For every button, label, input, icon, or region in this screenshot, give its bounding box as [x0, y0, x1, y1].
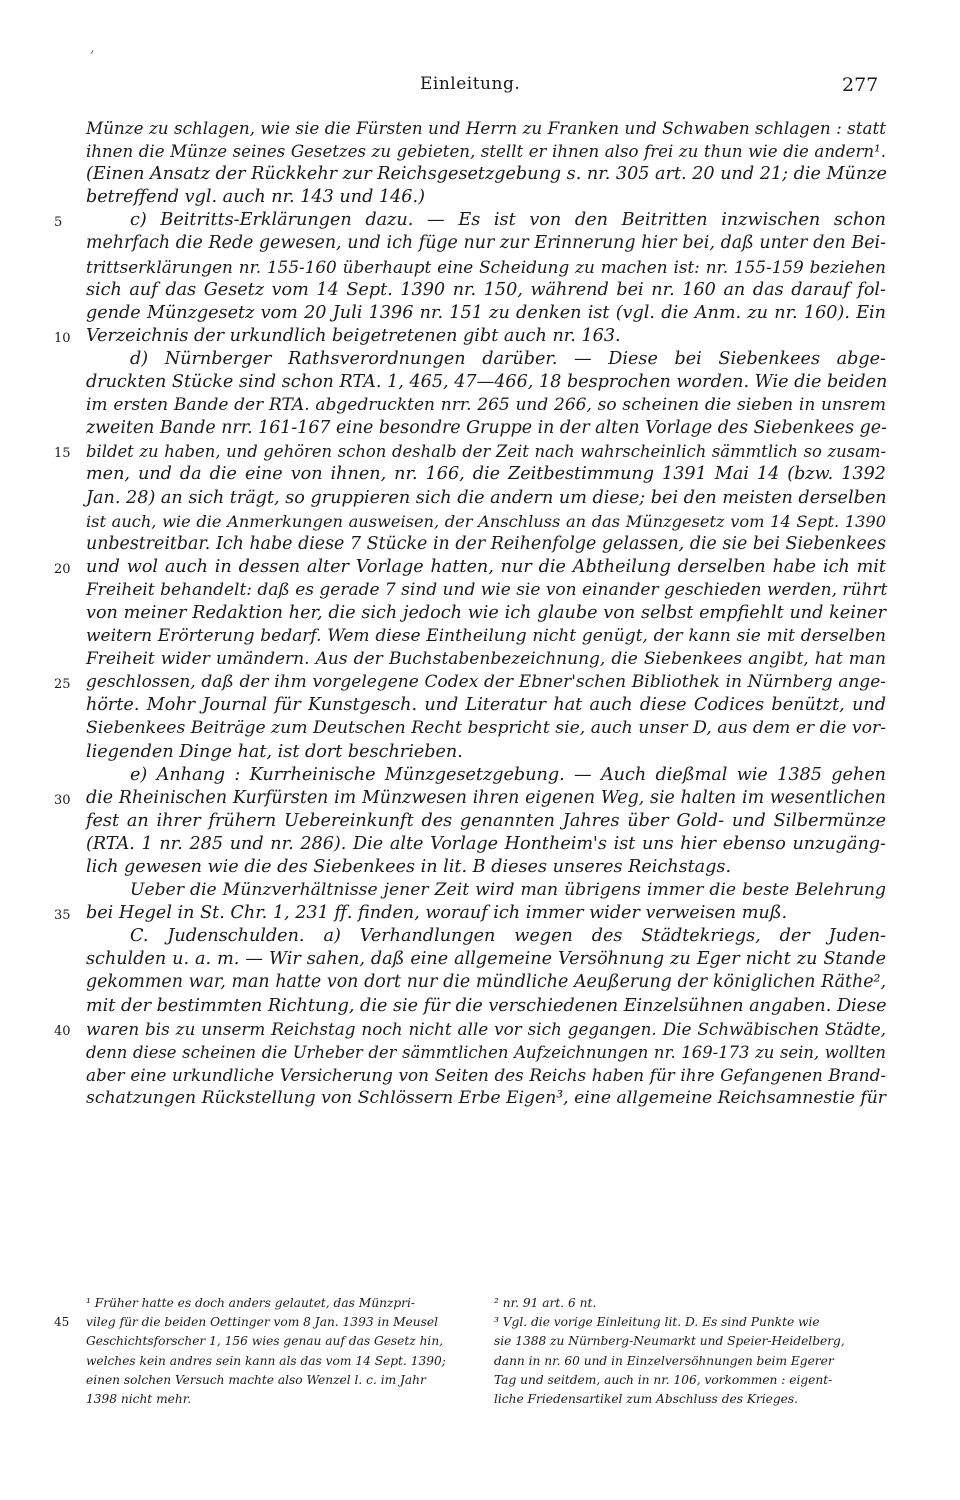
line-text: gende Münzgesetz vom 20 Juli 1396 nr. 151 zu denken ist (vgl. die Anm. zu nr. 160). Ein — [86, 302, 886, 323]
line-text: weitern Erörterung bedarf. Wem diese Eintheilung nicht genügt, der kann sie mit derselben — [86, 626, 886, 647]
line-text: men, und da die eine von ihnen, nr. 166, die Zeitbestimmung 1391 Mai 14 (bzw. 1392 — [86, 464, 886, 485]
text-line — [86, 163, 886, 186]
footnote-line — [86, 1294, 484, 1313]
line-text: lich gewesen wie die des Siebenkees in lit. B dieses unseres Reichstags. — [86, 857, 732, 877]
line-text: fest an ihrer frühern Uebereinkunft des genannten Jahres über Gold- und Silbermünze — [86, 810, 886, 831]
text-line — [86, 256, 886, 279]
text-line — [54, 1018, 886, 1041]
line-text: aber eine urkundliche Versicherung von Seiten des Reichs haben für ihre Gefangenen Brand- — [86, 1064, 886, 1085]
line-text: Freiheit wider umändern. Aus der Buchstabenbezeichnung, die Siebenkees angibt, hat man — [86, 649, 886, 670]
line-text: Ueber die Münzverhältnisse jener Zeit wird man übrigens immer die beste Belehrung — [130, 880, 886, 901]
line-text: denn diese scheinen die Urheber der sämmtlichen Aufzeichnungen nr. 169-173 zu sein, wollten — [86, 1042, 886, 1062]
page-number: 277 — [842, 74, 879, 96]
footnotes-right-column — [494, 1294, 886, 1409]
text-line — [86, 995, 886, 1018]
line-text: c) Beitritts-Erklärungen dazu. — Es ist von den Beitritten inzwischen schon — [130, 210, 886, 231]
line-text: druckten Stücke sind schon RTA. 1, 465, 47—466, 18 besprochen worden. Wie die beiden — [86, 372, 888, 393]
footnote-line — [86, 1390, 484, 1409]
text-line — [86, 602, 886, 625]
footnote-text: ³ Vgl. die vorige Einleitung lit. D. Es sind Punkte wie — [494, 1315, 820, 1330]
text-line — [86, 833, 886, 856]
text-line — [54, 671, 886, 694]
footnote-text: 1398 nicht mehr. — [86, 1391, 192, 1406]
running-head: Einleitung. — [420, 74, 521, 94]
line-number: 10 — [54, 330, 71, 346]
line-number: 20 — [54, 561, 71, 577]
text-line — [54, 209, 886, 232]
text-line — [86, 925, 886, 948]
footnote-line — [86, 1371, 484, 1390]
line-text: (Einen Ansatz der Rückkehr zur Reichsgesetzgebung s. nr. 305 art. 20 und 21; die Münze — [86, 164, 887, 185]
text-line — [86, 648, 886, 671]
footnote-text: welches kein andres sein kann als das vom 14 Sept. 1390; — [86, 1353, 446, 1368]
line-text: ihnen die Münze seines Gesetzes zu gebieten, stellt er ihnen also frei zu thun wie die andern¹. — [86, 142, 886, 162]
line-text: Verzeichnis der urkundlich beigetretenen gibt auch nr. 163. — [86, 325, 621, 346]
footnote-text: ² nr. 91 art. 6 nt. — [494, 1296, 597, 1310]
line-text: bei Hegel in St. Chr. 1, 231 ff. finden, worauf ich immer wider verweisen muß. — [86, 903, 788, 924]
text-line — [86, 971, 886, 994]
margin-mark: , — [90, 40, 95, 56]
line-text: d) Nürnberger Rathsverordnungen darüber. — Diese bei Siebenkees abge- — [130, 348, 886, 369]
footnote-line — [494, 1294, 886, 1313]
text-line — [86, 856, 886, 879]
footnote-text: sie 1388 zu Nürnberg-Neumarkt und Speier-Heidelberg, — [494, 1334, 845, 1349]
line-text: Jan. 28) an sich trägt, so gruppieren sich die andern um diese; bei den meisten derselben — [86, 487, 887, 508]
text-line — [86, 764, 886, 787]
text-line — [86, 694, 886, 717]
text-line — [54, 440, 886, 463]
line-text: schatzungen Rückstellung von Schlössern Erbe Eigen³, eine allgemeine Reichsamnestie für — [86, 1087, 886, 1108]
line-number: 45 — [54, 1315, 70, 1330]
line-text: C. Judenschulden. a) Verhandlungen wegen des Städtekriegs, der Juden- — [130, 926, 886, 947]
line-number: 30 — [54, 792, 71, 808]
line-text: und wol auch in dessen alter Vorlage hatten, nur die Abtheilung derselben habe ich mit — [86, 556, 886, 577]
line-text: geschlossen, daß der ihm vorgelegene Codex der Ebner'schen Bibliothek in Nürnberg ange- — [86, 672, 886, 693]
text-line — [86, 140, 886, 163]
text-line — [86, 302, 886, 325]
text-line — [54, 325, 886, 348]
text-line — [86, 625, 886, 648]
line-text: (RTA. 1 nr. 285 und nr. 286). Die alte Vorlage Hontheim's ist uns hier ebenso unzugäng- — [86, 833, 886, 854]
line-text: im ersten Bande der RTA. abgedruckten nrr. 265 und 266, so scheinen die sieben in unsrem — [86, 395, 886, 416]
text-line — [86, 1041, 886, 1064]
text-line — [86, 1064, 886, 1087]
footnote-text: Tag und seitdem, auch in nr. 106, vorkommen : eigent- — [494, 1372, 833, 1387]
line-text: zweiten Bande nrr. 161-167 eine besondre Gruppe in der alten Vorlage des Siebenkees ge- — [86, 418, 887, 439]
text-line — [86, 117, 886, 140]
line-text: Münze zu schlagen, wie sie die Fürsten und Herrn zu Franken und Schwaben schlagen : statt — [86, 118, 886, 138]
footnote-line — [494, 1352, 886, 1371]
line-text: Siebenkees Beiträge zum Deutschen Recht bespricht sie, auch unser D, aus dem er die vor- — [86, 718, 886, 739]
line-text: mit der bestimmten Richtung, die sie für die verschiedenen Einzelsühnen angaben. Diese — [86, 995, 887, 1016]
text-line — [86, 948, 886, 971]
line-text: unbestreitbar. Ich habe diese 7 Stücke in der Reihenfolge gelassen, die sie bei Siebenkees — [86, 533, 886, 554]
text-line — [86, 232, 886, 255]
line-text: hörte. Mohr Journal für Kunstgesch. und Literatur hat auch diese Codices benützt, und — [86, 695, 886, 716]
line-text: von meiner Redaktion her, die sich jedoch wie ich glaube von selbst empfiehlt und keiner — [86, 602, 886, 623]
text-line — [86, 394, 886, 417]
text-line — [86, 279, 886, 302]
text-line — [86, 810, 886, 833]
footnote-text: liche Friedensartikel zum Abschluss des Krieges. — [494, 1391, 799, 1406]
footnotes-left-column — [54, 1294, 484, 1409]
text-line — [86, 510, 886, 533]
line-text: liegenden Dinge hat, ist dort beschrieben. — [86, 741, 463, 762]
text-line — [86, 487, 886, 510]
line-text: gekommen war, man hatte von dort nur die mündliche Aeußerung der königlichen Räthe², — [86, 972, 886, 993]
footnote-line — [86, 1352, 484, 1371]
text-line — [86, 371, 886, 394]
text-line — [54, 902, 886, 925]
text-line — [86, 463, 886, 486]
line-number: 25 — [54, 677, 71, 693]
footnote-text: ¹ Früher hatte es doch anders gelautet, das Münzpri- — [86, 1296, 415, 1310]
text-line — [86, 348, 886, 371]
line-text: e) Anhang : Kurrheinische Münzgesetzgebung. — Auch dießmal wie 1385 gehen — [130, 764, 886, 785]
footnote-line — [494, 1332, 886, 1351]
line-number: 40 — [54, 1023, 71, 1039]
body-text — [54, 117, 888, 1110]
text-line — [86, 717, 886, 740]
line-text: waren bis zu unserm Reichstag noch nicht alle vor sich gegangen. Die Schwäbischen Städte, — [86, 1018, 886, 1039]
text-line — [86, 533, 886, 556]
line-number: 35 — [54, 908, 71, 924]
line-text: schulden u. a. m. — Wir sahen, daß eine allgemeine Versöhnung zu Eger nicht zu Stande — [86, 949, 886, 970]
page-header — [0, 74, 960, 104]
line-text: mehrfach die Rede gewesen, und ich füge nur zur Erinnerung hier bei, daß unter den Bei- — [86, 233, 886, 254]
text-line — [86, 741, 886, 764]
footnote-text: Geschichtsforscher 1, 156 wies genau auf das Gesetz hin, — [86, 1334, 444, 1349]
text-line — [86, 879, 886, 902]
line-text: Freiheit behandelt: daß es gerade 7 sind und wie sie von einander geschieden werden, rührt — [86, 579, 888, 600]
line-text: die Rheinischen Kurfürsten im Münzwesen ihren eigenen Weg, sie halten im wesentlichen — [86, 787, 886, 808]
text-line — [86, 186, 886, 209]
line-text: bildet zu haben, und gehören schon deshalb der Zeit nach wahrscheinlich sämmtlich so zusam- — [86, 442, 886, 462]
footnote-text: einen solchen Versuch machte also Wenzel l. c. im Jahr — [86, 1372, 426, 1387]
text-line — [86, 417, 886, 440]
text-line — [54, 556, 886, 579]
footnote-line — [494, 1313, 886, 1332]
footnote-line — [86, 1332, 484, 1351]
line-text: ist auch, wie die Anmerkungen ausweisen, der Anschluss an das Münzgesetz vom 14 Sept. 1390 — [86, 511, 886, 531]
line-number: 5 — [54, 215, 63, 231]
footnote-line — [54, 1313, 484, 1332]
line-text: betreffend vgl. auch nr. 143 und 146.) — [86, 187, 425, 208]
text-line — [86, 1087, 886, 1110]
footnote-text: vileg für die beiden Oettinger vom 8 Jan. 1393 in Meusel — [86, 1315, 438, 1330]
footnote-line — [494, 1371, 886, 1390]
line-number: 15 — [54, 446, 71, 462]
line-text: trittserklärungen nr. 155-160 überhaupt eine Scheidung zu machen ist: nr. 155-159 beziehen — [86, 256, 886, 277]
footnote-text: dann in nr. 60 und in Einzelversöhnungen beim Egerer — [494, 1353, 834, 1368]
text-line — [86, 579, 886, 602]
text-line — [54, 787, 886, 810]
footnote-line — [494, 1390, 886, 1409]
line-text: sich auf das Gesetz vom 14 Sept. 1390 nr. 150, während bei nr. 160 an das darauf fol- — [86, 279, 886, 300]
